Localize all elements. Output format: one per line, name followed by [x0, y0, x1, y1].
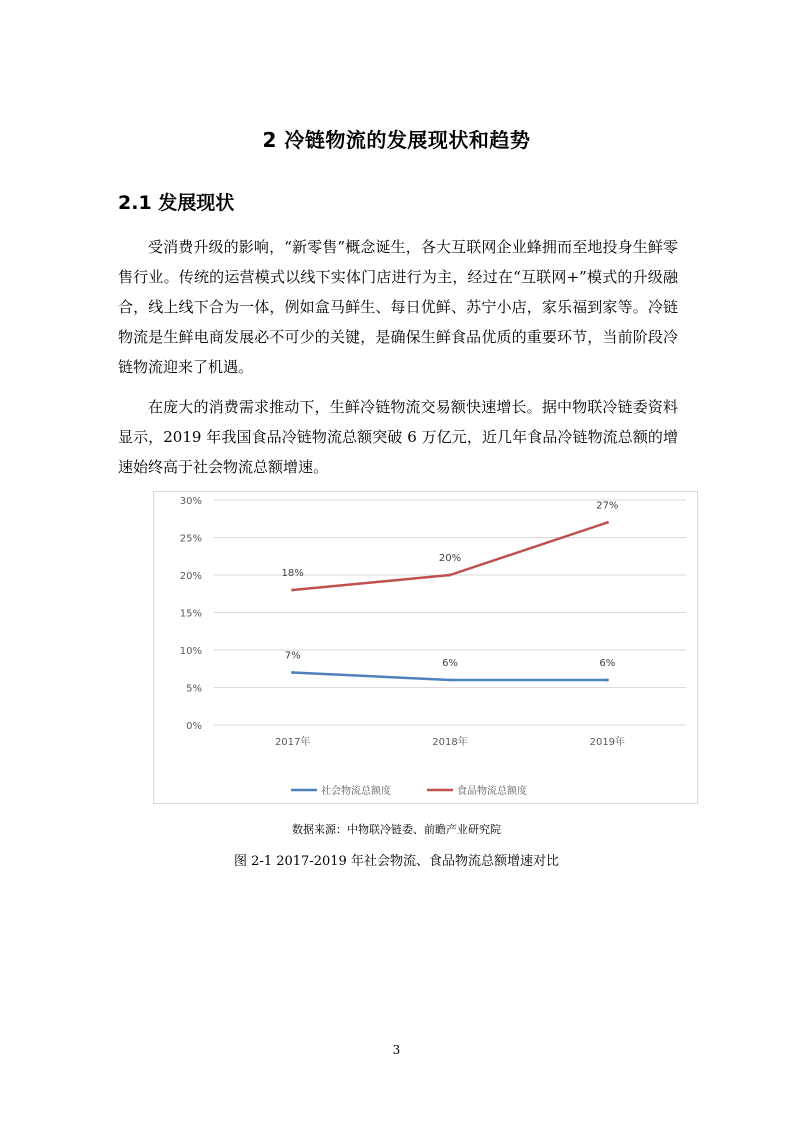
data-label: 20% — [438, 553, 462, 564]
y-tick-label: 0% — [186, 721, 202, 732]
y-tick-label: 5% — [186, 683, 202, 695]
line-chart — [153, 491, 698, 804]
data-point — [291, 589, 294, 592]
y-tick-label: 30% — [179, 496, 202, 507]
data-label: 18% — [281, 568, 304, 579]
paragraph-1: 受消费升级的影响，“新零售”概念诞生，各大互联网企业蜂拥而至地投身生鲜零售行业。传统的运营模式以线下实体门店进行为主，经过在“互联网+”模式的升级融合，线上线下合为一体，例如盒马鲜生、每日优鲜、苏宁小店，家乐福到家等。冷链物流是生鲜电商发展必不可少的关键，是确保生鲜食品优质的重要环节，当前阶段冷链物流迎来了机遇。 — [118, 238, 678, 376]
data-point — [291, 671, 294, 674]
y-tick-label: 25% — [179, 533, 202, 545]
figure-caption: 图 2-1 2017-2019 年社会物流、食品物流总额增速对比 — [234, 854, 559, 869]
data-label: 7% — [284, 650, 301, 662]
section-title: 2.1 发展现状 — [118, 192, 235, 214]
y-tick-label: 10% — [179, 646, 202, 657]
data-point — [449, 574, 452, 577]
chapter-title: 2 冷链物流的发展现状和趋势 — [262, 128, 531, 152]
legend-label: 社会物流总额度 — [321, 786, 391, 797]
data-point — [606, 679, 609, 682]
y-tick-label: 15% — [179, 608, 202, 620]
paragraph-2: 在庞大的消费需求推动下，生鲜冷链物流交易额快速增长。据中物联冷链委资料显示，2019 年我国食品冷链物流总额突破 6 万亿元，近几年食品冷链物流总额的增速始终高于社会物流总额增速。 — [118, 398, 678, 476]
x-tick-label: 2018年 — [432, 737, 468, 748]
data-label: 6% — [599, 658, 616, 669]
source-note: 数据来源：中物联冷链委、前瞻产业研究院 — [292, 823, 501, 836]
page-number: 3 — [392, 1043, 401, 1057]
y-tick-label: 20% — [179, 571, 202, 582]
legend-label: 食品物流总额度 — [457, 786, 527, 797]
x-tick-label: 2017年 — [274, 737, 311, 748]
data-point — [449, 679, 452, 682]
chart-canvas — [154, 492, 699, 805]
data-label: 6% — [442, 658, 458, 669]
data-point — [606, 521, 609, 524]
x-tick-label: 2019年 — [589, 737, 626, 748]
data-label: 27% — [596, 500, 619, 512]
